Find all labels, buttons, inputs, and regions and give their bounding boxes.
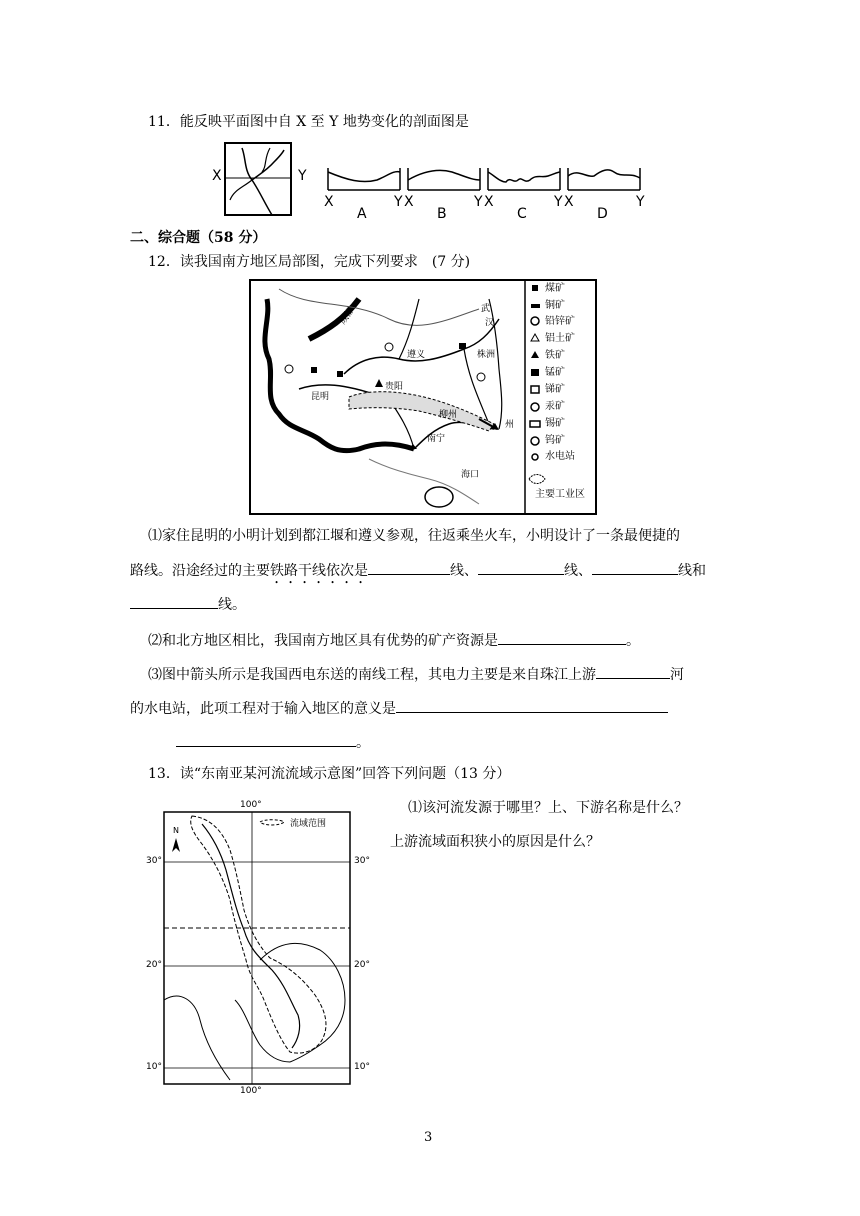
q13-map xyxy=(140,800,380,1100)
plan-y-label: Y xyxy=(298,168,307,184)
q12-text: 12．读我国南方地区局部图，完成下列要求 (7 分) xyxy=(148,254,471,270)
q11-text: 11．能反映平面图中自 X 至 Y 地势变化的剖面图是 xyxy=(148,114,469,130)
profile-b-y: Y xyxy=(474,194,483,210)
sub2-text: ⑵和北方地区相比，我国南方地区具有优势的矿产资源是 xyxy=(148,633,498,649)
profile-d-y: Y xyxy=(636,194,645,210)
profile-c-x: X xyxy=(484,194,494,210)
legend-antimony: 锑矿 xyxy=(545,384,565,395)
legend-hydro: 水电站 xyxy=(545,451,575,462)
label-kunming: 昆明 xyxy=(311,392,330,402)
blank-railway-3[interactable] xyxy=(592,560,678,575)
q12-sub1-line3 xyxy=(130,594,246,615)
legend-bauxite: 铝土矿 xyxy=(545,333,575,344)
sub3-text: ⑶图中箭头所示是我国西电东送的南线工程，其电力主要是来自珠江上游 xyxy=(148,667,596,683)
lon-top-label: 100° xyxy=(240,800,262,810)
q12-sub3-line2 xyxy=(130,698,668,719)
sub1-sep1: 线、 xyxy=(450,563,478,579)
label-han: 汉 xyxy=(485,318,495,328)
legend-tungsten: 钨矿 xyxy=(545,435,565,446)
lon-bottom-label: 100° xyxy=(240,1086,262,1096)
legend-tin: 锡矿 xyxy=(545,418,565,429)
q13-sub1-line1: ⑴该河流发源于哪里？上、下游名称是什么？ xyxy=(408,800,688,816)
sub1-end: 线。 xyxy=(218,597,246,613)
label-liuzhou: 柳州 xyxy=(439,410,458,420)
sub2-end: 。 xyxy=(626,633,640,649)
basin-legend: 流域范围 xyxy=(290,819,327,829)
q12-sub3-line1 xyxy=(148,664,684,685)
blank-minerals[interactable] xyxy=(498,630,626,645)
profile-b-x: X xyxy=(404,194,414,210)
q12-sub1-line2 xyxy=(130,560,706,587)
legend-mercury: 汞矿 xyxy=(545,401,565,412)
option-d-label: D xyxy=(597,206,608,222)
sub1-prefix: 路线。沿途经过的主要 xyxy=(130,563,270,579)
mekong-basin-map xyxy=(140,800,380,1100)
lat10-right: 10° xyxy=(354,1062,370,1072)
blank-railway-1[interactable] xyxy=(368,560,450,575)
lat20-left: 20° xyxy=(146,960,162,970)
section-title: 二、综合题（58 分） xyxy=(130,230,267,246)
option-b-label: B xyxy=(437,206,447,222)
label-zhuzhou: 株洲 xyxy=(477,350,496,360)
legend-iron: 铁矿 xyxy=(545,350,565,361)
label-nanning: 南宁 xyxy=(427,434,446,444)
label-guiyang: 贵阳 xyxy=(385,382,404,392)
blank-railway-2[interactable] xyxy=(478,560,564,575)
lat30-left: 30° xyxy=(146,856,162,866)
q12-sub1-line1: ⑴家住昆明的小明计划到都江堰和遵义参观，往返乘坐火车，小明设计了一条最便捷的 xyxy=(148,528,680,544)
label-zunyi: 遵义 xyxy=(407,350,426,360)
legend-coal: 煤矿 xyxy=(545,283,565,294)
label-guangzhou: 州 xyxy=(505,420,515,430)
blank-significance-2[interactable] xyxy=(176,732,356,747)
lat20-right: 20° xyxy=(354,960,370,970)
label-wu: 武 xyxy=(481,304,491,314)
sub3-text2: 的水电站，此项工程对于输入地区的意义是 xyxy=(130,701,396,717)
label-chengdu: 成都 xyxy=(337,306,357,327)
legend-leadzinc: 铅锌矿 xyxy=(545,316,575,327)
q11-figure xyxy=(212,140,657,220)
profile-a-x: X xyxy=(324,194,334,210)
blank-river[interactable] xyxy=(596,664,670,679)
q13-sub1-line2: 上游流域面积狭小的原因是什么？ xyxy=(390,834,600,850)
option-c-label: C xyxy=(517,206,527,222)
sub1-sep3: 线和 xyxy=(678,563,706,579)
profile-c-y: Y xyxy=(554,194,563,210)
q12-sub3-line3 xyxy=(176,732,370,753)
blank-significance-1[interactable] xyxy=(396,698,668,713)
plan-x-label: X xyxy=(212,168,222,184)
page-number: 3 xyxy=(424,1130,433,1145)
south-china-map xyxy=(249,279,597,515)
q12-map xyxy=(249,279,597,515)
north-arrow-icon: N xyxy=(173,826,179,835)
profile-d-x: X xyxy=(564,194,574,210)
blank-railway-4[interactable] xyxy=(130,594,218,609)
sub3-end: 。 xyxy=(356,735,370,751)
label-haikou: 海口 xyxy=(461,470,480,480)
q13-text: 13．读“东南亚某河流流域示意图”回答下列问题（13 分） xyxy=(148,766,511,782)
option-a-label: A xyxy=(357,206,367,222)
sub3-river-suffix: 河 xyxy=(670,667,684,683)
sub1-sep2: 线、 xyxy=(564,563,592,579)
q11-diagrams xyxy=(212,140,657,220)
q12-sub2 xyxy=(148,630,640,651)
sub1-emphasis: 铁路干线依次是 xyxy=(270,563,368,579)
lat30-right: 30° xyxy=(354,856,370,866)
profile-a-y: Y xyxy=(394,194,403,210)
legend-industry: 主要工业区 xyxy=(535,489,585,500)
legend-manganese: 锰矿 xyxy=(545,367,565,378)
lat10-left: 10° xyxy=(146,1062,162,1072)
legend-copper: 铜矿 xyxy=(545,300,565,311)
